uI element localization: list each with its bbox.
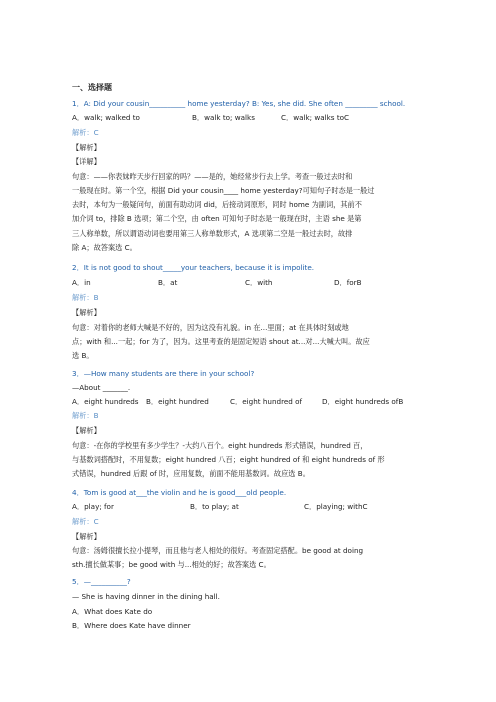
options-4 [72,501,368,512]
options-3 [72,396,404,407]
question-5 [72,576,131,587]
option-d: D．eight hundreds ofB [322,397,404,406]
question-3 [72,368,254,379]
explanation-line: 点；with 和...一起；for 为了，因为。这里考查的是固定短语 shout at...对...大喊大叫。故应 [72,337,370,346]
question-1 [72,98,405,109]
explanation-line: 加介词 to，排除 B 选项；第二个空，由 often 可知句子时态是一般现在时，主语 she 是第 [72,214,362,223]
explanation-line: 选 B。 [72,351,94,360]
explanation-line: 式错误，hundred 后跟 of 时，应用复数，前面不能用基数词。故应选 B。 [72,469,310,478]
answer-4: 解析：C [72,517,99,526]
explanation-line: 去时，本句为一般疑问句，前面有助动词 did，后接动词原形，同时 home 为副词，其前不 [72,200,362,209]
options-2 [72,277,362,288]
question-stem: Tom is good at___the violin and he is good___old people. [83,488,287,497]
analysis-heading: 【解析】 [72,532,101,541]
question-2 [72,262,314,273]
analysis-heading: 【解析】 [72,143,101,152]
option-b: B．at [158,278,178,287]
option-b: B．eight hundred [146,397,209,406]
option-a: A．walk; walked to [72,113,140,122]
question-number: 5． [72,577,84,586]
option-a: A．in [72,278,91,287]
question-stem: —How many students are there in your school? [83,369,255,378]
section-title: 一、选择题 [72,83,112,92]
option-a: A．play; for [72,502,114,511]
option-c: C．walk; walks toC [281,113,350,122]
answer-3: 解析：B [72,411,99,420]
detail-heading: 【详解】 [72,157,101,166]
option-c: C．eight hundred of [230,397,303,406]
option-b: B．Where does Kate have dinner [72,621,191,630]
option-a: A．What does Kate do [72,607,153,616]
question-number: 3． [72,369,84,378]
analysis-heading: 【解析】 [72,426,101,435]
option-b: B．walk to; walks [192,113,255,122]
option-c: C．with [245,278,273,287]
question-number: 4． [72,488,84,497]
question-4 [72,487,286,498]
question-stem: A: Did your cousin__________ home yesterday? B: Yes, she did. She often _________ school. [83,99,406,108]
explanation-line: sth.擅长做某事；be good with 与...相处的好；故答案选 C。 [72,560,271,569]
question-number: 1． [72,99,84,108]
explanation-line: 三人称单数，所以谓语动词也要用第三人称单数形式，A 选项第二空是一般过去时，故排 [72,229,353,238]
question-number: 2． [72,263,84,272]
explanation-line: 句意：对着你的老师大喊是不好的，因为这没有礼貌。in 在...里面；at 在具体时刻或地 [72,323,349,332]
options-1 [72,112,350,123]
answer-1: 解析：C [72,128,99,137]
explanation-line: 与基数词搭配时，不用复数；eight hundred 八百；eight hundred of 和 eight hundreds of 形 [72,455,385,464]
explanation-line: 句意：-在你的学校里有多少学生？-大约八百个。eight hundreds 形式错误，hundred 百， [72,441,368,450]
question-stem: It is not good to shout_____your teachers, because it is impolite. [83,263,315,272]
answer-2: 解析：B [72,293,99,302]
explanation-line: 一般现在时。第一个空，根据 Did your cousin____ home yesterday?可知句子时态是一般过 [72,186,375,195]
option-d: D．forB [334,278,362,287]
question-stem: —__________? [83,577,131,586]
question-3-response: —About _______. [72,383,131,392]
explanation-line: 句意：汤姆很擅长拉小提琴，而且他与老人相处的很好。考查固定搭配。be good at doing [72,546,364,555]
explanation-line: 除 A；故答案选 C。 [72,243,137,252]
option-c: C．playing; withC [304,502,368,511]
question-5-response: — She is having dinner in the dining hall. [72,592,220,601]
analysis-heading: 【解析】 [72,308,101,317]
option-b: B．to play; at [190,502,239,511]
option-a: A．eight hundreds [72,397,139,406]
explanation-line: 句意：——你表妹昨天步行回家的吗？——是的，她经常步行去上学。考查一般过去时和 [72,172,353,181]
